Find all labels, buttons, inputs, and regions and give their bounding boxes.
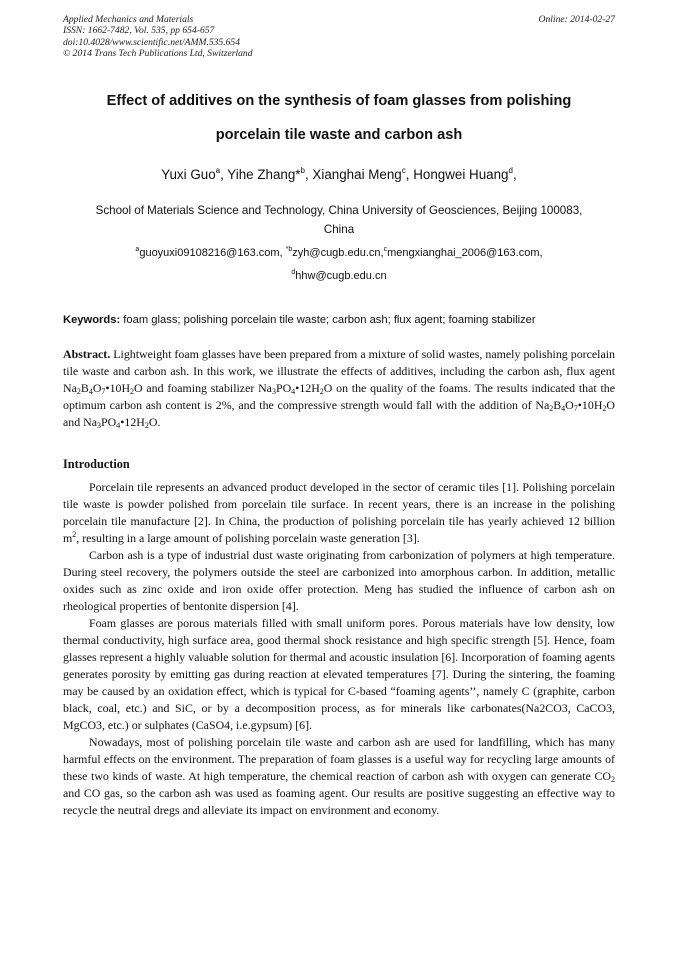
abstract-text: PO — [275, 381, 292, 395]
superscript: 2 — [72, 530, 77, 539]
author-separator: , — [405, 167, 414, 182]
paragraph-text: Nowadays, most of polishing porcelain tile waste and carbon ash are used for landfilling, which has many harmful effects on the environment. The preparation of foam glasses is a useful way for recycling large amounts of these two kinds of waste. At high temperature, the chemical reaction of carbon ash with oxygen can generate CO — [63, 735, 615, 783]
email-mark: *b — [285, 246, 293, 253]
author-name: Xianghai Meng — [312, 167, 402, 182]
introduction-body — [63, 479, 615, 819]
keywords-text: foam glass; polishing porcelain tile waste; carbon ash; flux agent; foaming stabilizer — [120, 314, 536, 326]
abstract-text: •10H — [577, 398, 603, 412]
email-address: zyh@cugb.edu.cn, — [292, 247, 384, 259]
author-separator: , — [220, 167, 228, 182]
email-address: mengxianghai_2006@163.com, — [387, 247, 543, 259]
keywords — [63, 313, 623, 328]
author-name: Yuxi Guo — [161, 167, 216, 182]
paragraph-text: Porcelain tile represents an advanced product developed in the sector of ceramic tiles [1]. Polishing porcelain tile waste is powder polished from porcelain tile surface. In recent years, there is an increase in the polishing porcelain tile manufacture [2]. In China, the production of polishing porcelain tile has yearly achieved 12 billion m — [63, 480, 615, 545]
subscript: 2 — [549, 404, 554, 413]
subscript: 4 — [116, 421, 121, 430]
intro-paragraph: Carbon ash is a type of industrial dust waste originating from carbonization of polymers at high temperature. During steel recovery, the polymers outside the steel are carbonized into amorphous carbon. In addition, metallic oxides such as zinc oxide and iron oxide offer protection. Meng has studied the influence of carbon ash on rheological properties of bentonite dispersion [4]. — [63, 548, 615, 613]
author-mark: a — [215, 166, 221, 175]
subscript: 3 — [97, 421, 102, 430]
author-mark: b — [300, 166, 305, 175]
subscript: 7 — [573, 404, 578, 413]
email-line-2 — [40, 269, 638, 284]
author-name: Hongwei Huang — [413, 167, 509, 182]
email-address: guoyuxi09108216@163.com, — [139, 247, 286, 259]
subscript: 4 — [561, 404, 566, 413]
subscript: 7 — [101, 387, 106, 396]
abstract-text: B — [553, 398, 562, 412]
abstract-text: O — [92, 381, 102, 395]
paper-title-line-1: Effect of additives on the synthesis of foam glasses from polishing — [106, 93, 572, 109]
abstract-text: PO — [101, 415, 117, 429]
journal-name: Applied Mechanics and Materials — [63, 14, 194, 25]
abstract-label: Abstract. — [63, 347, 111, 361]
subscript: 2 — [319, 387, 324, 396]
intro-paragraph — [63, 734, 615, 819]
email-mark: a — [135, 246, 140, 253]
email-mark: d — [291, 269, 296, 276]
keywords-label: Keywords: — [63, 314, 121, 326]
subscript: 2 — [611, 775, 615, 784]
doi-line: doi:10.4028/www.scientific.net/AMM.535.654 — [63, 36, 241, 48]
author-separator: , — [304, 167, 313, 182]
abstract — [63, 346, 615, 431]
subscript: 2 — [144, 421, 149, 430]
email-line-1 — [40, 246, 638, 261]
paragraph-text: , resulting in a large amount of polishing porcelain waste generation [3]. — [76, 531, 420, 545]
affiliation-line-2: China — [323, 223, 355, 236]
author-separator: , — [512, 167, 517, 182]
subscript: 2 — [602, 404, 607, 413]
abstract-text: O and Na — [63, 398, 615, 429]
abstract-text: •12H — [120, 415, 145, 429]
abstract-text: O — [565, 398, 574, 412]
author-list — [40, 166, 638, 184]
author-mark: c — [401, 166, 406, 175]
abstract-text: O. — [148, 415, 161, 429]
author-mark: d — [508, 166, 513, 175]
section-heading-introduction: Introduction — [63, 457, 130, 471]
email-mark: c — [383, 246, 388, 253]
abstract-paragraph — [63, 346, 615, 431]
author-name: Yihe Zhang* — [227, 167, 301, 182]
subscript: 3 — [271, 387, 276, 396]
email-address: hhw@cugb.edu.cn — [295, 270, 387, 282]
subscript: 4 — [88, 387, 93, 396]
affiliation-line-1: School of Materials Science and Technology, China University of Geosciences, Beijing 100083, — [95, 204, 583, 217]
abstract-text: •12H — [295, 381, 320, 395]
paragraph-text: and CO gas, so the carbon ash was used as foaming agent. Our results are positive suggesting an effective way to recycle the neutral dregs and alleviate its impact on environment and economy. — [63, 786, 615, 817]
subscript: 2 — [130, 387, 135, 396]
abstract-text: •10H — [105, 381, 131, 395]
abstract-text: O on the quality of the foams. The results indicated that the optimum carbon ash content is 2%, and the compressive strength would fall with the addition of Na — [63, 381, 615, 412]
journal-header — [63, 14, 615, 60]
abstract-text: B — [80, 381, 89, 395]
subscript: 2 — [76, 387, 81, 396]
intro-paragraph — [63, 479, 615, 547]
online-date: Online: 2014-02-27 — [538, 14, 615, 25]
abstract-text: O and foaming stabilizer Na — [134, 381, 272, 395]
issn-line: ISSN: 1662-7482, Vol. 535, pp 654-657 — [63, 25, 215, 37]
abstract-text: Lightweight foam glasses have been prepared from a mixture of solid wastes, namely polishing porcelain tile waste and carbon ash. In this work, we illustrate the effects of additives, including the carbon ash, flux agent Na — [63, 347, 615, 395]
subscript: 4 — [291, 387, 296, 396]
copyright-line: © 2014 Trans Tech Publications Ltd, Switzerland — [63, 48, 253, 60]
paper-title-line-2: porcelain tile waste and carbon ash — [215, 127, 463, 143]
intro-paragraph: Foam glasses are porous materials filled with small uniform pores. Porous materials have low density, low thermal conductivity, high surface area, good thermal shock resistance and high specific strength [5]. Hence, foam glasses represent a highly valuable solution for thermal and acoustic insulation [6]. Incorporation of foaming agents generates porosity by emitting gas during reaction at elevated temperatures [7]. During the sintering, the foaming may be caused by an oxidation effect, which is typical for C-based “foaming agents’’, namely C (graphite, carbon black, coal, etc.) and SiC, or by a decomposition process, as for minerals like carbonates(Na2CO3, CaCO3, MgCO3, etc.) or sulphates (CaSO4, i.e.gypsum) [6]. — [63, 616, 615, 732]
